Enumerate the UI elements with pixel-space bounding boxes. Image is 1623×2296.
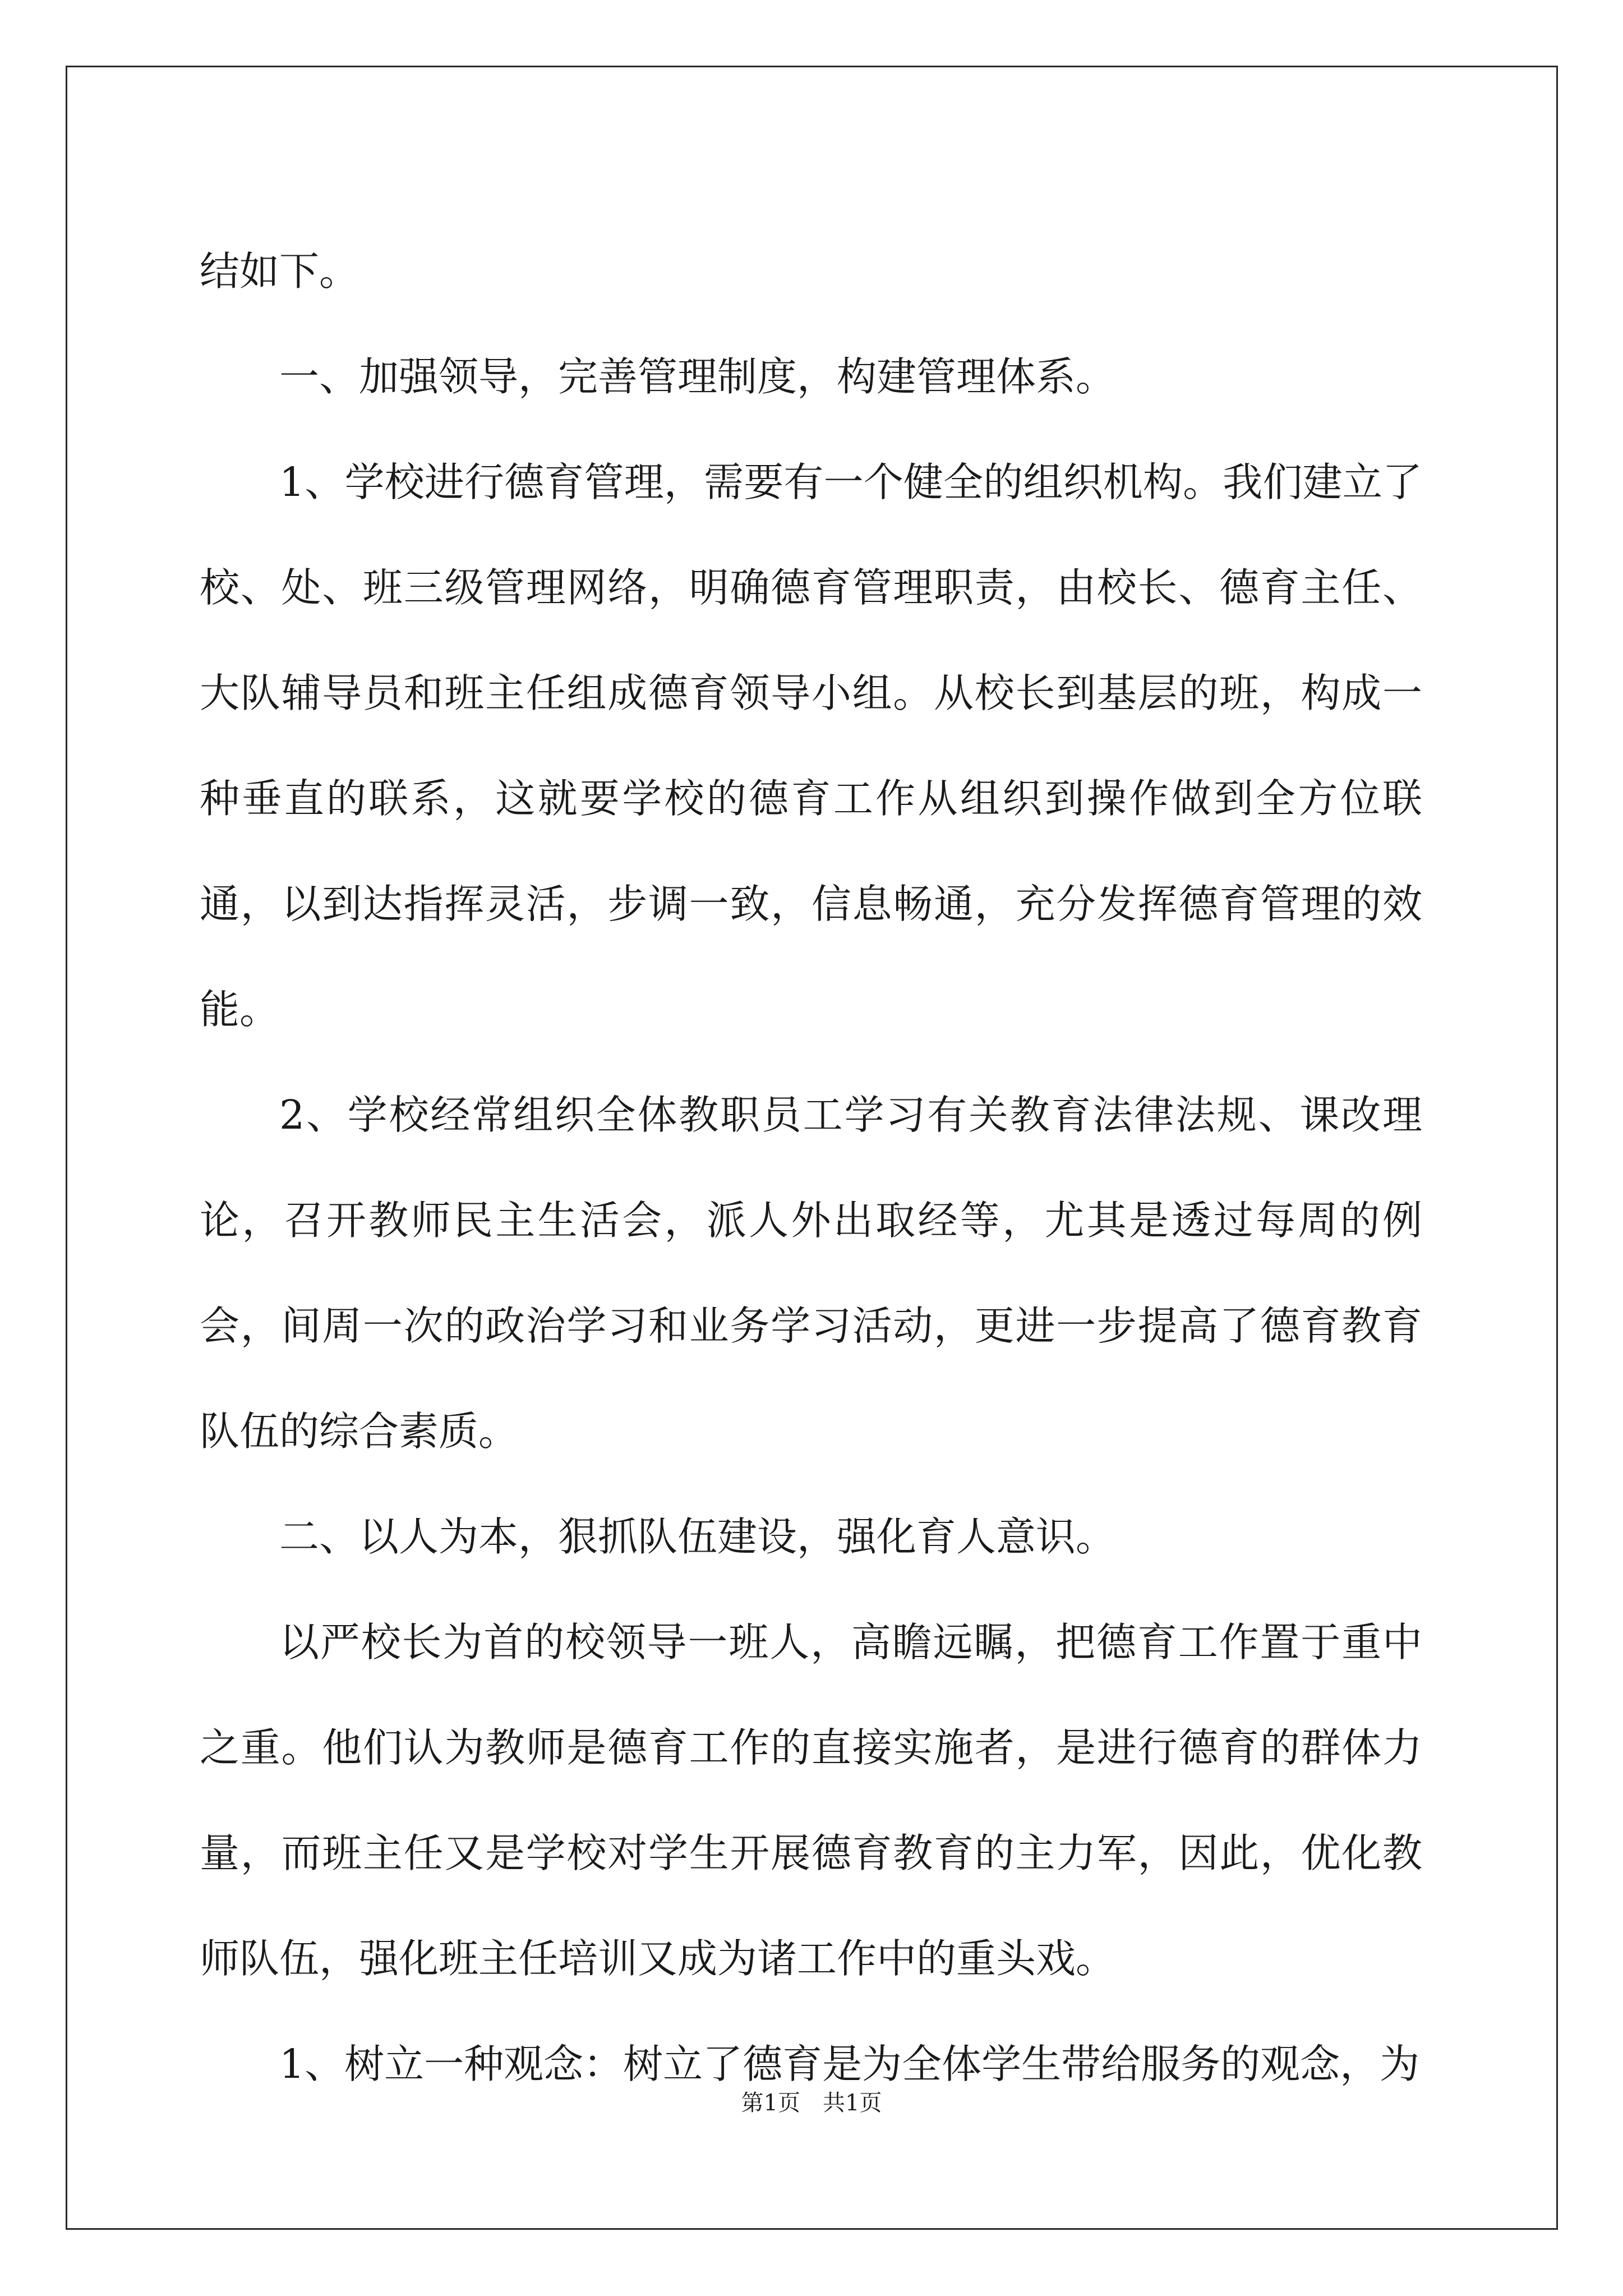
heading-section-2: 二、以人为本，狠抓队伍建设，强化育人意识。 bbox=[279, 1513, 1116, 1560]
paragraph-item-1-1: 1、学校进行德育管理，需要有一个健全的组织机构。我们建立了校、处、班三级管理网络，明确德育管理职责，由校长、德育主任、大队辅导员和班主任组成德育领导小组。从校长到基层的班，构成一种垂直的联系，这就要学校的德育工作从组织到操作做到全方位联通，以到达指挥灵活，步调一致，信息畅通，充分发挥德育管理的效能。 bbox=[200, 459, 1422, 1033]
document-body bbox=[200, 219, 1422, 2117]
page-number-footer: 第1页 共1页 bbox=[741, 2090, 882, 2116]
heading-section-1: 一、加强领导，完善管理制度，构建管理体系。 bbox=[279, 353, 1116, 400]
paragraph-section-2-intro: 以严校长为首的校领导一班人，高瞻远瞩，把德育工作置于重中之重。他们认为教师是德育工作的直接实施者，是进行德育的群体力量，而班主任又是学校对学生开展德育教育的主力军，因此，优化教师队伍，强化班主任培训又成为诸工作中的重头戏。 bbox=[200, 1619, 1422, 1982]
paragraph-item-1-2: 2、学校经常组织全体教职员工学习有关教育法律法规、课改理论，召开教师民主生活会，派人外出取经等，尤其是透过每周的例会，间周一次的政治学习和业务学习活动，更进一步提高了德育教育队伍的综合素质。 bbox=[200, 1092, 1422, 1455]
paragraph-1: 结如下。 bbox=[200, 248, 359, 295]
paragraph-item-2-1: 1、树立一种观念：树立了德育是为全体学生带给服务的观念，为 bbox=[279, 2041, 1420, 2087]
